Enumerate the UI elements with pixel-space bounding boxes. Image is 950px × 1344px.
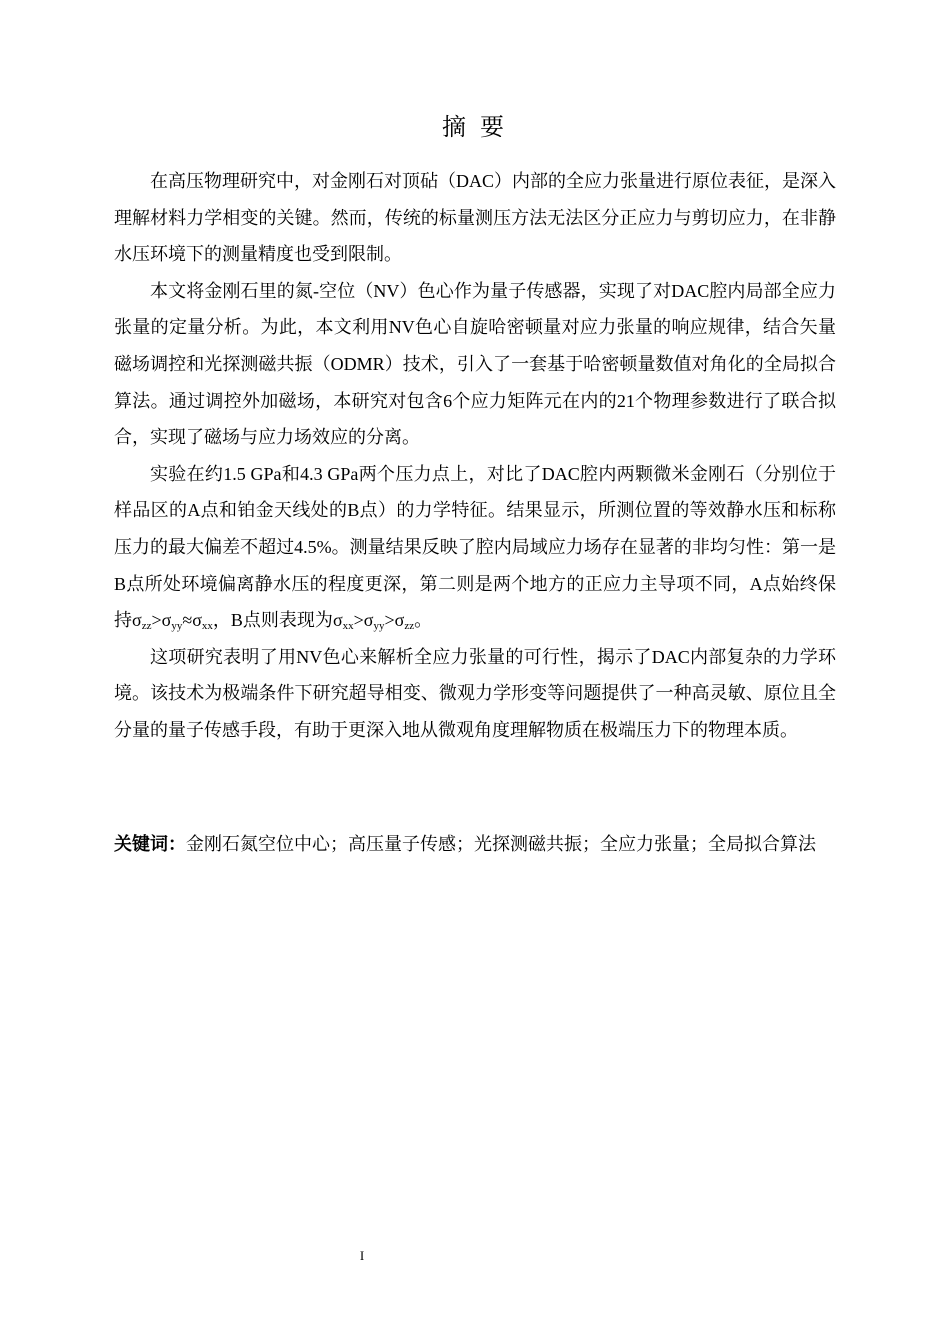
- keywords-text: 金刚石氮空位中心；高压量子传感；光探测磁共振；全应力张量；全局拟合算法: [186, 834, 816, 854]
- abstract-paragraph-4: 这项研究表明了用NV色心来解析全应力张量的可行性，揭示了DAC内部复杂的力学环境。该技术为极端条件下研究超导相变、微观力学形变等问题提供了一种高灵敏、原位且全分量的量子传感手段，有助于更深入地从微观角度理解物质在极端压力下的物理本质。: [114, 646, 836, 740]
- greater-than-symbol: >: [151, 610, 162, 631]
- sigma-zz: $\sigma_{zz}$: [394, 610, 415, 633]
- approx-symbol: ≈: [182, 610, 193, 631]
- sigma-zz: $\sigma_{zz}$: [132, 610, 152, 633]
- abstract-paragraph-1: 在高压物理研究中，对金刚石对顶砧（DAC）内部的全应力张量进行原位表征，是深入理解材料力学相变的关键。然而，传统的标量测压方法无法区分正应力与剪切应力，在非静水压环境下的测量精度也受到限制。: [114, 171, 837, 265]
- paragraph-3-mid: ，B点则表现为: [212, 610, 333, 631]
- sigma-xx: $\sigma_{xx}$: [332, 610, 354, 633]
- greater-than-symbol: >: [353, 610, 364, 631]
- abstract-title: 摘要: [442, 115, 518, 141]
- sigma-yy: $\sigma_{yy}$: [363, 610, 385, 633]
- keywords: [114, 826, 836, 863]
- keywords-label: 关键词：: [114, 834, 186, 854]
- page-number: I: [359, 1248, 365, 1263]
- paragraph-3-end: 。: [414, 610, 433, 631]
- sigma-xx: $\sigma_{xx}$: [192, 610, 213, 633]
- greater-than-symbol: >: [384, 610, 395, 631]
- sigma-yy: $\sigma_{yy}$: [161, 610, 183, 633]
- abstract-paragraph-2: 本文将金刚石里的氮-空位（NV）色心作为量子传感器，实现了对DAC腔内局部全应力张量的定量分析。为此，本文利用NV色心自旋哈密顿量对应力张量的响应规律，结合矢量磁场调控和光探测磁共振（ODMR）技术，引入了一套基于哈密顿量数值对角化的全局拟合算法。通过调控外加磁场，本研究对包含6个应力矩阵元在内的21个物理参数进行了联合拟合，实现了磁场与应力场效应的分离。: [114, 280, 836, 448]
- paragraph-3-text: 实验在约1.5 GPa和4.3 GPa两个压力点上，对比了DAC腔内两颗微米金刚石（分别位于样品区的A点和铂金天线处的B点）的力学特征。结果显示，所测位置的等效静水压和标称压力的最大偏差不超过4.5%。测量结果反映了腔内局域应力场存在显著的非均匀性：第一是B点所处环境偏离静水压的程度更深，第二则是两个地方的正应力主导项不同，A点始终保持: [114, 463, 836, 631]
- abstract-body: [114, 163, 836, 749]
- abstract-paragraph-3: [114, 456, 836, 639]
